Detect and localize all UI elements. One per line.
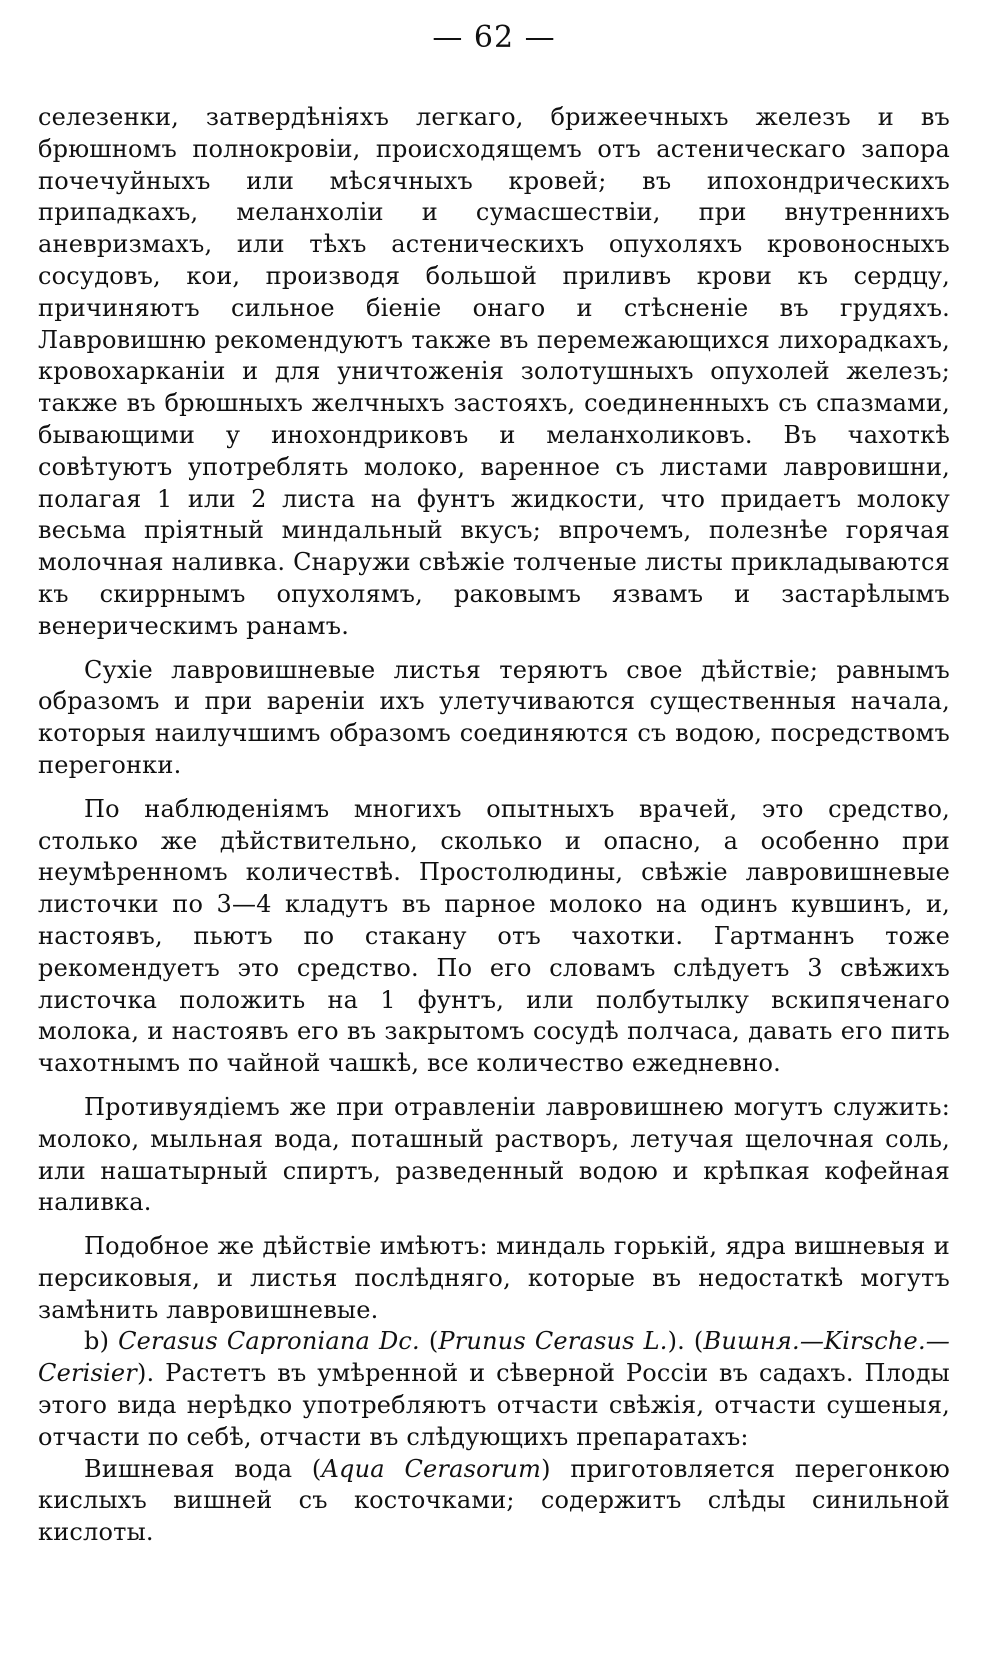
latin-synonym: Prunus Cerasus L. (438, 1327, 668, 1356)
paragraph-3: По наблюденіямъ многихъ опытныхъ врачей, это средство, столько же дѣйствительно, сколько и опасно, а особенно при неумѣренномъ количествѣ. Простолюдины, свѣжіе лавровишневые листочки по 3—4 кладутъ въ парное молоко на одинъ кувшинъ, и, настоявъ, пьютъ по стакану отъ чахотки. Гартманнъ тоже рекомендуетъ это средство. По его словамъ слѣдуетъ 3 свѣжихъ листочка положить на 1 фунтъ, или полбутылку вскипяченаго молока, и настоявъ его въ закрытомъ сосудѣ полчаса, давать его пить чахотнымъ по чайной чашкѣ, все количество ежедневно. (38, 794, 950, 1078)
paragraph-4: Противуядіемъ же при отравленіи лавровишнею могутъ служить: молоко, мыльная вода, поташный растворъ, летучая щелочная соль, или нашатырный спиртъ, разведенный водою и крѣпкая кофейная наливка. (38, 1092, 950, 1217)
paragraph-7 (38, 1454, 950, 1549)
paragraph-6-body: ). Растетъ въ умѣренной и сѣверной Россіи въ садахъ. Плоды этого вида нерѣдко употребляютъ отчасти свѣжія, отчасти сушеныя, отчасти по себѣ, отчасти въ слѣдующихъ препаратахъ: (38, 1359, 950, 1451)
book-page (38, 18, 950, 1549)
paragraph-6 (38, 1326, 950, 1453)
latin-name: Cerasus Caproniana Dc. (118, 1327, 420, 1356)
latin-preparation-name: Aqua Cerasorum (321, 1454, 542, 1483)
entry-marker: b) (84, 1327, 119, 1356)
paragraph-7-body: ) приготовляется перегонкою кислыхъ вишней съ косточками; содержитъ слѣды синильной кислоты. (38, 1454, 950, 1547)
paragraph-7-prefix: Вишневая вода ( (84, 1454, 322, 1483)
paragraph-5: Подобное же дѣйствіе имѣютъ: миндаль горькій, ядра вишневыя и персиковыя, и листья послѣдняго, которые въ недостаткѣ могутъ замѣнить лавровишневые. (38, 1232, 950, 1324)
common-names: Вишня.—Kirsche.—Cerisier (38, 1327, 950, 1388)
paragraph-1: селезенки, затвердѣніяхъ легкаго, брижеечныхъ железъ и въ брюшномъ полнокровіи, происходящемъ отъ астеническаго запора почечуйныхъ или мѣсячныхъ кровей; въ ипохондрическихъ припадкахъ, меланхоліи и сумасшествіи, при внутреннихъ аневризмахъ, или тѣхъ астеническихъ опухоляхъ кровоносныхъ сосудовъ, кои, производя большой приливъ крови къ сердцу, причиняютъ сильное біеніе онаго и стѣсненіе въ грудяхъ. Лавровишню рекомендуютъ также въ перемежающихся лихорадкахъ, кровохарканіи и для уничтоженія золотушныхъ опухолей железъ; также въ брюшныхъ желчныхъ застояхъ, соединенныхъ съ спазмами, бывающими у инохондриковъ и меланхоликовъ. Въ чахоткѣ совѣтуютъ употреблять молоко, варенное съ листами лавровишни, полагая 1 или 2 листа на фунтъ жидкости, что придаетъ молоку весьма пріятный миндальный вкусъ; впрочемъ, полезнѣе горячая молочная наливка. Снаружи свѣжіе толченые листы прикладываются къ скиррнымъ опухолямъ, раковымъ язвамъ и застарѣлымъ венерическимъ ранамъ. (38, 103, 950, 640)
page-number: — 62 — (432, 20, 556, 55)
paren-open: ( (419, 1327, 439, 1356)
paragraph-2: Сухіе лавровишневые листья теряютъ свое дѣйствіе; равнымъ образомъ и при вареніи ихъ улетучиваются существенныя начала, которыя наилучшимъ образомъ соединяются съ водою, посредствомъ перегонки. (38, 655, 950, 779)
paren-close: ). ( (667, 1327, 704, 1356)
